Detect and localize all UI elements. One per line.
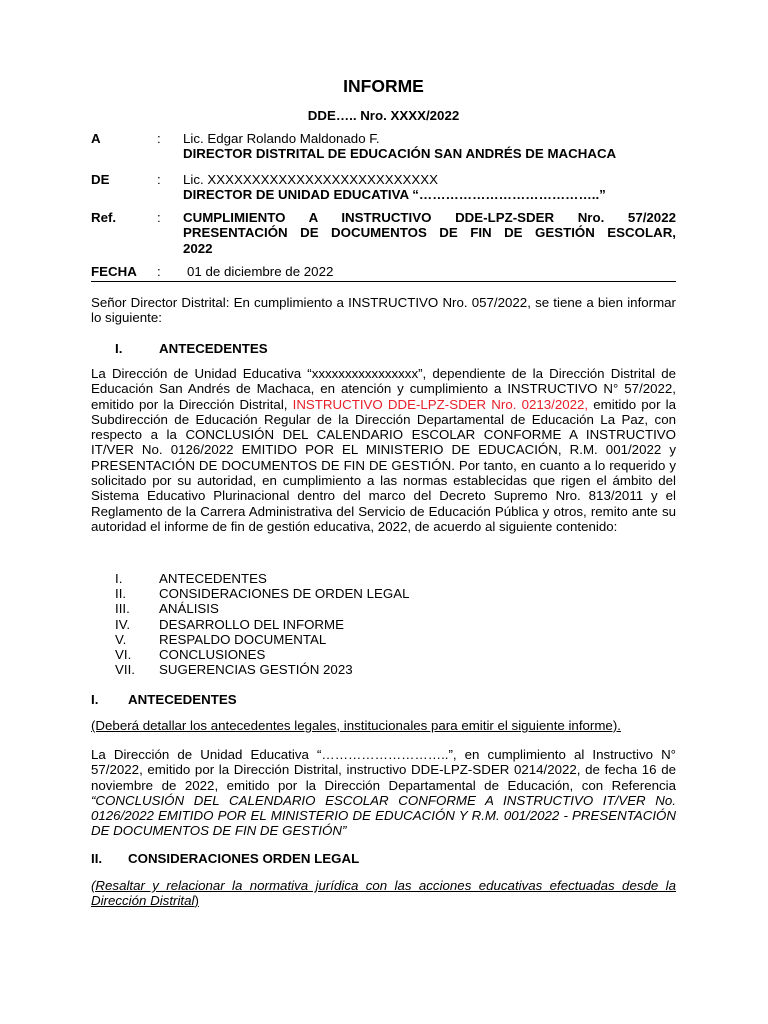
header-colon: :	[157, 264, 161, 279]
list-item	[115, 617, 515, 632]
ref-line-1: CUMPLIMIENTO A INSTRUCTIVO DDE-LPZ-SDER Nro. 57/2022	[183, 210, 676, 225]
header-value-a	[183, 131, 676, 162]
list-item	[115, 601, 515, 616]
list-item-number: II.	[115, 586, 127, 602]
document-title: INFORME	[343, 76, 424, 96]
list-item-number: VII.	[115, 662, 135, 678]
ref-line-2: PRESENTACIÓN DE DOCUMENTOS DE FIN DE GESTIÓN ESCOLAR,	[183, 225, 676, 241]
list-item	[115, 571, 515, 586]
intro-paragraph: Señor Director Distrital: En cumplimiento a INSTRUCTIVO Nro. 057/2022, se tiene a bien informar lo siguiente:	[91, 295, 676, 326]
recipient-title: DIRECTOR DISTRITAL DE EDUCACIÓN SAN ANDRÉS DE MACHACA	[183, 146, 617, 162]
list-item-label: ANTECEDENTES	[159, 571, 267, 586]
contents-list	[115, 571, 515, 677]
list-item	[115, 662, 515, 677]
section-heading-antecedentes: ANTECEDENTES	[159, 341, 268, 356]
paragraph-text: La Dirección de Unidad Educativa “………………………..”, en cumplimiento al Instructivo N° 57/2022, emitido por la Dirección Distrital, instructivo DDE-LPZ-SDER 0214/2022, de fecha 16 de noviembre de 2022, emitido por la Dirección Departamental de Educación, con Referencia	[91, 747, 676, 793]
legal-instruction-note	[91, 878, 676, 909]
header-label-ref: Ref.	[91, 210, 117, 225]
list-item	[115, 586, 515, 601]
section-heading-legal: CONSIDERACIONES ORDEN LEGAL	[128, 851, 360, 866]
antecedentes-detail-paragraph	[91, 747, 676, 839]
list-item-number: I.	[115, 571, 123, 586]
section-number: I.	[115, 341, 123, 356]
reference-quote: “CONCLUSIÓN DEL CALENDARIO ESCOLAR CONFORME A INSTRUCTIVO IT/VER No. 0126/2022 EMITIDO POR EL MINISTERIO DE EDUCACIÓN Y R.M. 001/2022 - PRESENTACIÓN DE DOCUMENTOS DE FIN DE GESTIÓN”	[91, 792, 676, 839]
section-number: II.	[91, 851, 103, 866]
header-colon: :	[157, 131, 161, 146]
section-number: I.	[91, 692, 99, 707]
list-item-label: ANÁLISIS	[159, 601, 219, 617]
list-item	[115, 632, 515, 647]
list-item-number: VI.	[115, 646, 132, 662]
antecedentes-instruction-note: (Deberá detallar los antecedentes legales, institucionales para emitir el siguiente informe).	[91, 718, 621, 733]
list-item-label: RESPALDO DOCUMENTAL	[159, 631, 327, 647]
highlighted-instructivo: INSTRUCTIVO DDE-LPZ-SDER Nro. 0213/2022,	[292, 396, 589, 412]
list-item	[115, 647, 515, 662]
header-value-ref	[183, 210, 676, 256]
date-value: 01 de diciembre de 2022	[187, 264, 334, 279]
sender-title: DIRECTOR DE UNIDAD EDUCATIVA “…………………………………..”	[183, 187, 606, 203]
header-label-a: A	[91, 131, 101, 146]
antecedentes-paragraph	[91, 366, 676, 534]
paragraph-text: emitido por la Subdirección de Educación Regular de la Dirección Departamental de Educación La Paz, con respecto a la CONCLUSIÓN DEL CALENDARIO ESCOLAR CONFORME A INSTRUCTIVO IT/VER No. 0126/2022 EMITIDO POR EL MINISTERIO DE EDUCACIÓN, R.M. 001/2022 y PRESENTACIÓN DE DOCUMENTOS DE FIN DE GESTIÓN. Por tanto, en cuanto a lo requerido y solicitado por su autoridad, en cumplimiento a las normas establecidas que rigen el ámbito del Sistema Educativo Plurinacional dentro del marco del Decreto Supremo Nro. 813/2011 y el Reglamento de la Carrera Administrativa del Servicio de Educación Pública y otros, remito ante su autoridad el informe de fin de gestión educativa, 2022, de acuerdo al siguiente contenido:	[91, 396, 677, 534]
header-label-de: DE	[91, 172, 110, 187]
instruction-close: )	[194, 893, 199, 909]
ref-line-3: 2022	[183, 240, 213, 256]
section-heading-antecedentes: ANTECEDENTES	[128, 692, 237, 707]
sender-name: Lic. XXXXXXXXXXXXXXXXXXXXXXXXXX	[183, 172, 438, 187]
list-item-label: CONSIDERACIONES DE ORDEN LEGAL	[159, 586, 410, 602]
list-item-number: IV.	[115, 616, 131, 632]
recipient-name: Lic. Edgar Rolando Maldonado F.	[183, 131, 380, 146]
header-label-fecha: FECHA	[91, 264, 137, 279]
header-value-de	[183, 172, 676, 203]
list-item-label: DESARROLLO DEL INFORME	[159, 616, 344, 632]
header-divider	[91, 281, 676, 282]
list-item-label: CONCLUSIONES	[159, 646, 266, 662]
list-item-number: III.	[115, 601, 130, 617]
list-item-label: SUGERENCIAS GESTIÓN 2023	[159, 662, 353, 678]
document-number: DDE….. Nro. XXXX/2022	[307, 108, 460, 123]
instruction-text: (Resaltar y relacionar la normativa jurídica con las acciones educativas efectuadas desde la Dirección Distrital	[91, 878, 676, 909]
header-colon: :	[157, 210, 161, 225]
paragraph-text: La Dirección de Unidad Educativa “xxxxxxxxxxxxxxxx”, dependiente de la Dirección Distrital de Educación San Andrés de Machaca, en atención y cumplimiento a INSTRUCTIVO N° 57/2022, emitido por la Dirección Distrital,	[91, 366, 676, 412]
list-item-number: V.	[115, 631, 127, 647]
header-colon: :	[157, 172, 161, 187]
